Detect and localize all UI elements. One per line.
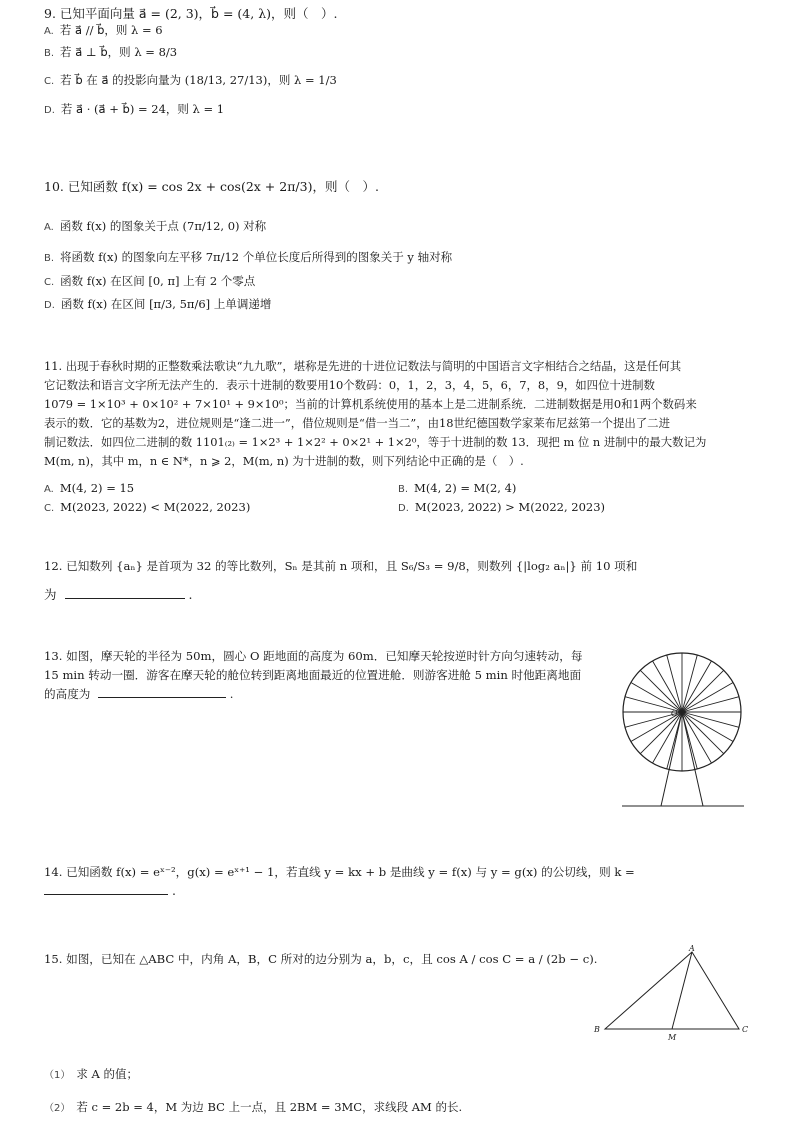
support-leg-right [682, 712, 703, 806]
q13-answer-blank[interactable] [98, 686, 226, 698]
q13-line: 13. 如图，摩天轮的半径为 50m，圆心 O 距地面的高度为 60m．已知摩天轮按逆时针方向匀速转动，每 [44, 649, 583, 663]
q12-answer-line [44, 585, 192, 603]
point-m-label: M [668, 1033, 677, 1042]
q11-line: 1079 = 1×10³ + 0×10² + 7×10¹ + 9×10⁰；当前的计算机系统使用的基本上是二进制系统．二进制数据是用0和1两个数码来 [44, 397, 697, 411]
option-label: C. [44, 76, 55, 87]
option-label: B. [44, 48, 55, 59]
q10-option-a [44, 218, 266, 234]
triangle-figure [592, 942, 762, 1042]
q10-stem: 10. 已知函数 f(x) = cos 2x + cos(2x + 2π/3)，则（ ）. [44, 179, 379, 194]
segment-am [672, 952, 692, 1029]
part-text: 求 A 的值； [76, 1067, 138, 1081]
q14-suffix: . [171, 883, 176, 898]
part-label: （1） [44, 1070, 71, 1081]
q13-paragraph [44, 647, 614, 704]
option-text: 若 a⃗ // b⃗，则 λ = 6 [59, 23, 163, 37]
option-text: M(4, 2) = 15 [59, 481, 135, 495]
option-text: 若 a⃗ · (a⃗ + b⃗) = 24，则 λ = 1 [60, 102, 225, 116]
option-text: M(2023, 2022) > M(2022, 2023) [414, 500, 606, 514]
q12-prefix: 为 [44, 587, 57, 602]
wheel-spoke [667, 655, 682, 712]
option-label: A. [44, 484, 54, 495]
part-label: （2） [44, 1103, 71, 1114]
q14-stem: 14. 已知函数 f(x) = eˣ⁻²，g(x) = eˣ⁺¹ − 1，若直线 y = kx + b 是曲线 y = f(x) 与 y = g(x) 的公切线，则 k = [44, 865, 635, 879]
vertex-b-label: B [594, 1025, 600, 1034]
q13-prefix: 的高度为 [44, 687, 91, 701]
q12-answer-blank[interactable] [65, 587, 185, 599]
q11-line: 制记数法．如四位二进制的数 1101₍₂₎ = 1×2³ + 1×2² + 0×2¹ + 1×2⁰，等于十进制的数 13．现把 m 位 n 进制中的最大数记为 [44, 435, 707, 449]
option-text: M(2023, 2022) < M(2022, 2023) [60, 500, 251, 514]
option-label: C. [44, 277, 55, 288]
q11-option-a [44, 481, 134, 495]
option-label: D. [44, 105, 55, 116]
q10-option-c [44, 273, 255, 289]
q13-line: 15 min 转动一圈．游客在摩天轮的舱位转到距离地面最近的位置进舱．则游客进舱 5 min 时他距离地面 [44, 668, 582, 682]
option-text: 若 a⃗ ⊥ b⃗，则 λ = 8/3 [60, 45, 178, 59]
center-label: O [671, 709, 678, 718]
wheel-spoke [682, 697, 739, 712]
q12-suffix: . [188, 587, 193, 602]
wheel-spoke [682, 712, 739, 727]
q12-stem: 12. 已知数列 {aₙ} 是首项为 32 的等比数列，Sₙ 是其前 n 项和，且 S₆/S₃ = 9/8，则数列 {|log₂ aₙ|} 前 10 项和 [44, 559, 638, 573]
q15-part-1 [44, 1066, 138, 1082]
q10-option-d [44, 296, 271, 312]
support-leg-left [661, 712, 682, 806]
q9-option-b [44, 44, 177, 60]
q11-option-c [44, 500, 250, 514]
option-text: M(4, 2) = M(2, 4) [414, 481, 517, 495]
option-label: C. [44, 503, 55, 514]
q13-suffix: . [229, 687, 234, 701]
q11-line: 它记数法和语言文字所无法产生的．表示十进制的数要用10个数码：0，1，2，3，4，5，6，7，8，9，如四位十进制数 [44, 378, 655, 392]
q11-option-b [398, 481, 516, 495]
option-label: A. [44, 222, 54, 233]
q9-option-d [44, 101, 224, 117]
option-text: 将函数 f(x) 的图象向左平移 7π/12 个单位长度后所得到的图象关于 y 轴对称 [60, 250, 453, 264]
q11-option-d [398, 500, 605, 514]
option-label: D. [44, 300, 55, 311]
q9-option-a [44, 22, 163, 38]
q11-line: 11. 出现于春秋时期的正整数乘法歌诀“九九歌”，堪称是先进的十进位记数法与简明的中国语言文字相结合之结晶，这是任何其 [44, 359, 682, 373]
option-text: 函数 f(x) 的图象关于点 (7π/12, 0) 对称 [59, 219, 267, 233]
q9-stem: 9. 已知平面向量 a⃗ = (2, 3)，b⃗ = (4, λ)，则（ ）. [44, 6, 338, 21]
ferris-wheel-figure [618, 648, 748, 818]
wheel-spoke [682, 655, 697, 712]
option-label: A. [44, 26, 54, 37]
q11-line: M(m, n)，其中 m，n ∈ N*，n ⩾ 2，M(m, n) 为十进制的数，则下列结论中正确的是（ ）. [44, 454, 524, 468]
option-text: 函数 f(x) 在区间 [0, π] 上有 2 个零点 [60, 274, 256, 288]
q11-paragraph [44, 357, 764, 471]
q9-option-c [44, 72, 337, 88]
option-label: B. [44, 253, 55, 264]
option-text: 若 b⃗ 在 a⃗ 的投影向量为 (18/13, 27/13)，则 λ = 1/3 [60, 73, 337, 87]
q14-answer-line [44, 883, 176, 898]
q11-line: 表示的数．它的基数为2，进位规则是“逢二进一”，借位规则是“借一当二”，由18世纪德国数学家莱布尼兹第一个提出了二进 [44, 416, 670, 430]
option-text: 函数 f(x) 在区间 [π/3, 5π/6] 上单调递增 [60, 297, 272, 311]
vertex-a-label: A [689, 944, 695, 953]
q10-option-b [44, 249, 452, 265]
vertex-c-label: C [742, 1025, 749, 1034]
part-text: 若 c = 2b = 4，M 为边 BC 上一点，且 2BM = 3MC，求线段 AM 的长. [76, 1100, 463, 1114]
q14-answer-blank[interactable] [44, 883, 168, 895]
q15-part-2 [44, 1099, 462, 1115]
triangle-abc [605, 952, 739, 1029]
option-label: B. [398, 484, 409, 495]
option-label: D. [398, 503, 409, 514]
q13-answer-line [44, 685, 614, 704]
q15-stem: 15. 如图，已知在 △ABC 中，内角 A，B，C 所对的边分别为 a，b，c，且 cos A / cos C = a / (2b − c). [44, 952, 598, 966]
